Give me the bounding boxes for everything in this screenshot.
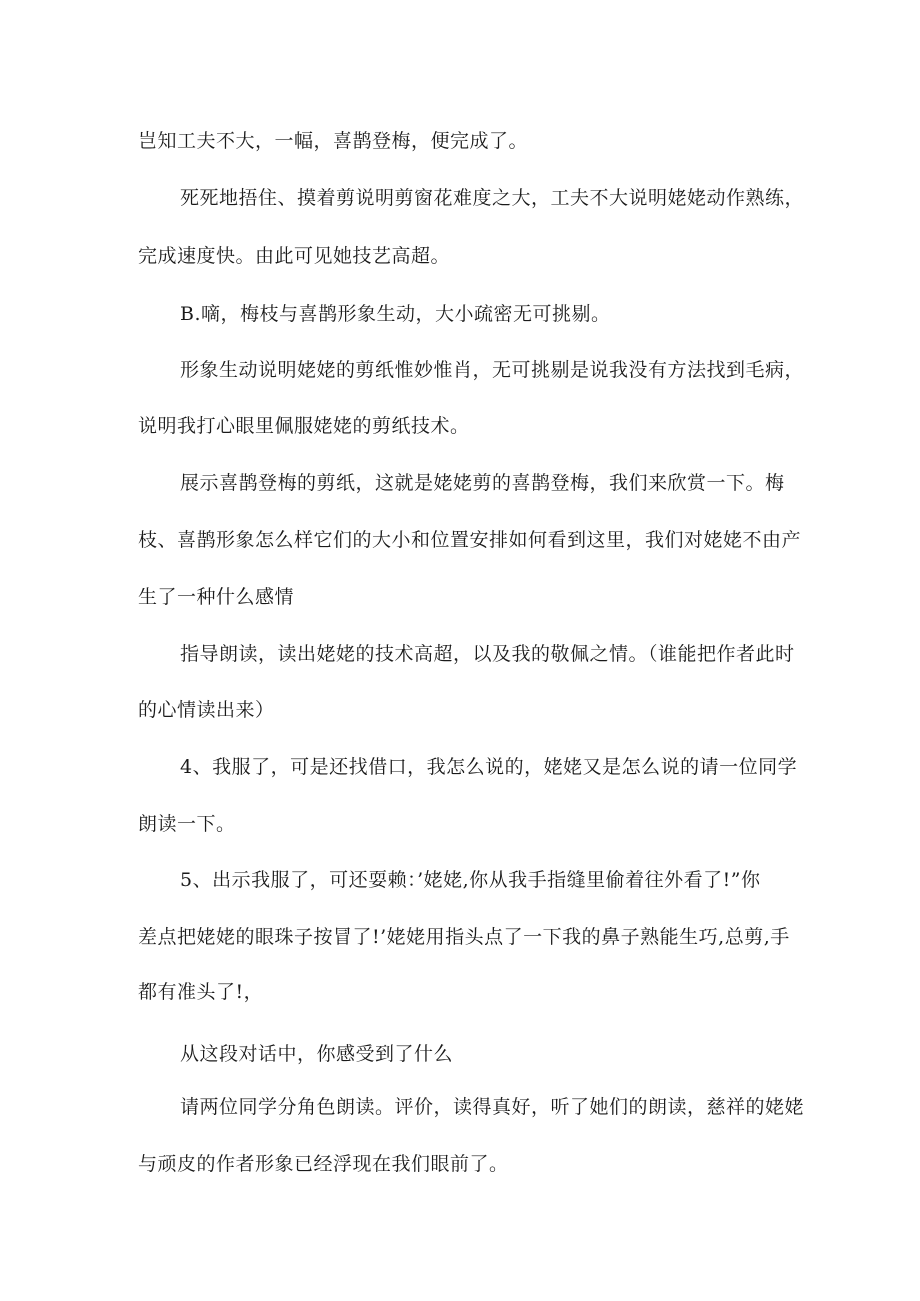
- text-line: 差点把姥姥的眼珠子按冒了!’姥姥用指头点了一下我的鼻子熟能生巧,总剪,手: [138, 926, 790, 948]
- text-line: 与顽皮的作者形象已经浮现在我们眼前了。: [138, 1153, 509, 1175]
- text-line: 从这段对话中，你感受到了什么: [180, 1043, 454, 1065]
- text-line: 完成速度快。由此可见她技艺高超。: [138, 245, 451, 267]
- text-line: 请两位同学分角色朗读。评价，读得真好，听了她们的朗读，慈祥的姥姥: [180, 1096, 805, 1118]
- text-line: 的心情读出来）: [138, 699, 275, 721]
- text-line: 5、出示我服了，可还耍赖：’姥姥,你从我手指缝里偷着往外看了!”你: [180, 869, 761, 891]
- text-line: 形象生动说明姥姥的剪纸惟妙惟肖，无可挑剔是说我没有方法找到毛病，: [180, 359, 805, 381]
- text-line: 指导朗读，读出姥姥的技术高超，以及我的敬佩之情。（谁能把作者此时: [180, 643, 795, 665]
- text-line: 岂知工夫不大，一幅，喜鹊登梅，便完成了。: [138, 130, 529, 152]
- text-line: 都有准头了!，: [138, 981, 264, 1003]
- text-line: B.嘀，梅枝与喜鹊形象生动，大小疏密无可挑剔。: [180, 303, 611, 325]
- text-line: 展示喜鹊登梅的剪纸，这就是姥姥剪的喜鹊登梅，我们来欣赏一下。梅: [180, 472, 785, 494]
- text-line: 4、我服了，可是还找借口，我怎么说的，姥姥又是怎么说的请一位同学: [180, 756, 798, 778]
- text-line: 枝、喜鹊形象怎么样它们的大小和位置安排如何看到这里，我们对姥姥不由产: [138, 529, 802, 551]
- text-line: 朗读一下。: [138, 813, 236, 835]
- text-line: 生了一种什么感情: [138, 586, 295, 608]
- text-line: 死死地捂住、摸着剪说明剪窗花难度之大，工夫不大说明姥姥动作熟练，: [180, 187, 805, 209]
- text-line: 说明我打心眼里佩服姥姥的剪纸技术。: [138, 415, 470, 437]
